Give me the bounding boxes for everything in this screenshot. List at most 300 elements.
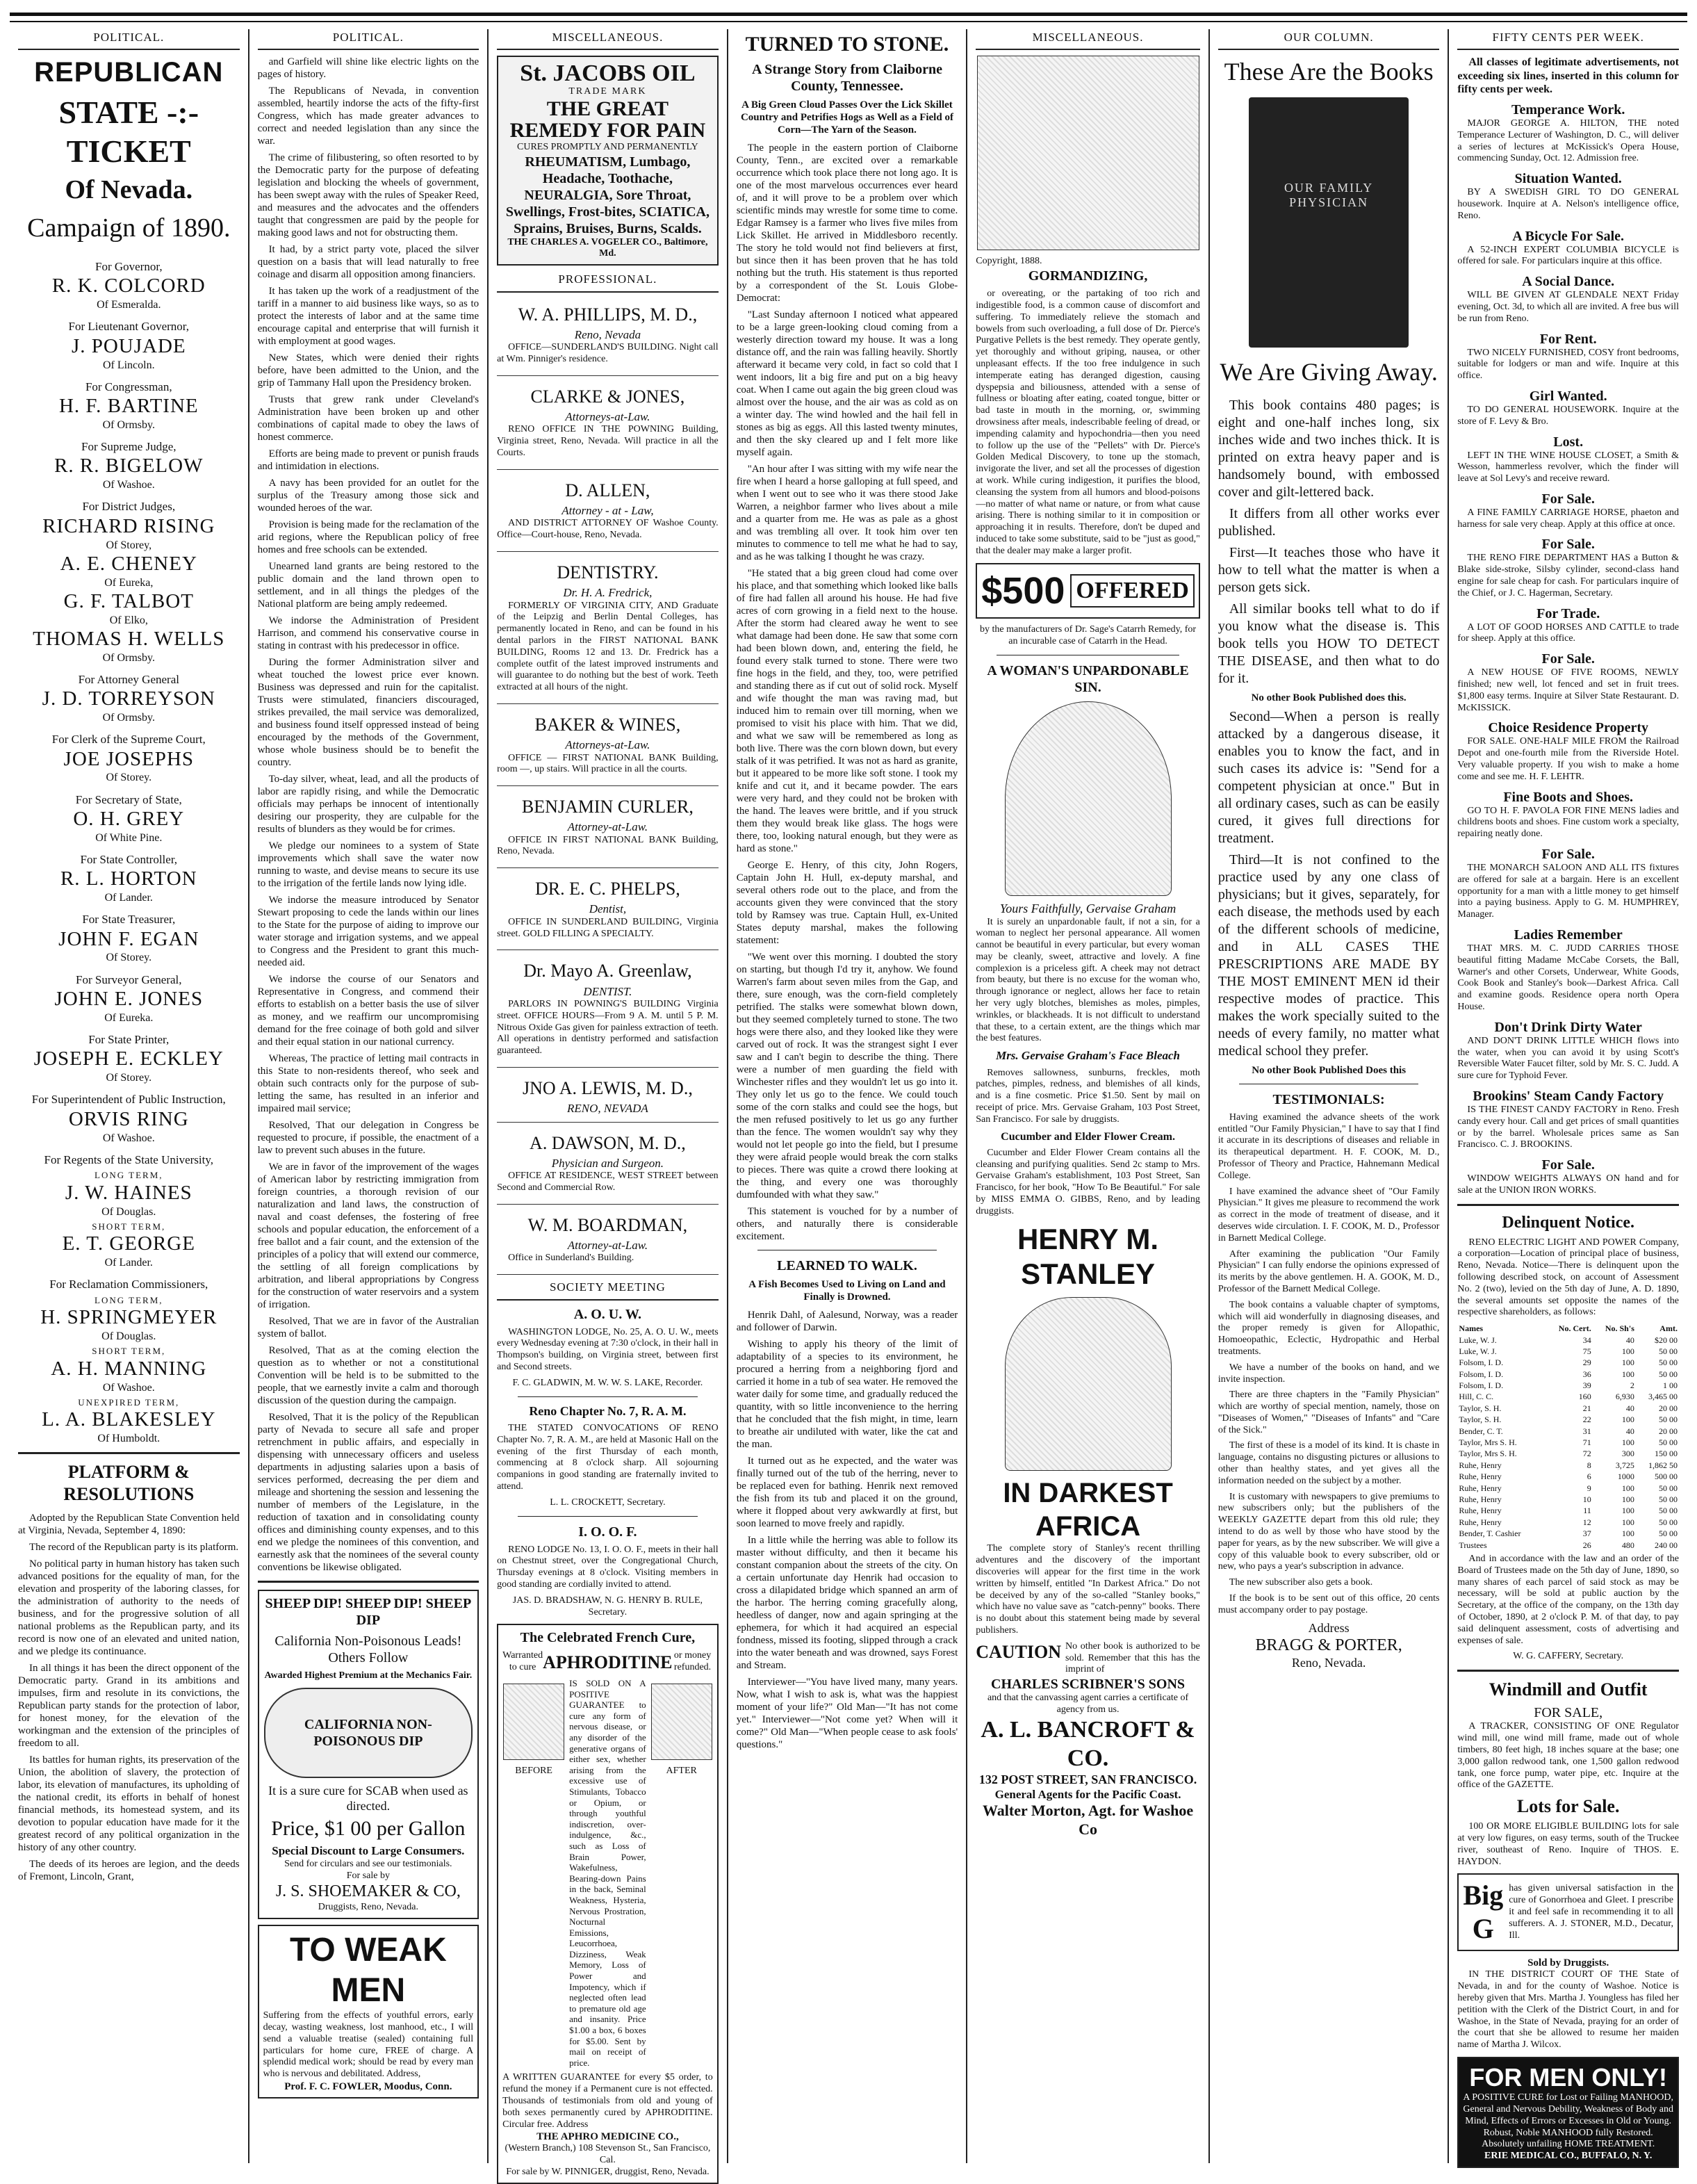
iof-text: RENO LODGE No. 13, I. O. O. F., meets in their hall on Chestnut street, over the Congregational Church, Thursday evenings at 8 o'clock. Visiting members in good standing are cordially invited to attend. bbox=[497, 1544, 719, 1590]
ticket-heading: STATE -:- TICKET bbox=[58, 95, 199, 169]
reclamation-list bbox=[18, 1295, 240, 1446]
gormandizing-text: or overeating, or the partaking of too rich and indigestible food, is a common cause of discomfort and suffering. To immediately relieve the stomach and bowels from such overloading, a full dose of Dr. Pierce's Purgative Pellets is the best remedy. They operate gently, yet thoroughly and without griping, nausea, or other unpleasant effects. If the too free indulgence in such intemperate eating has deranged digestion, causing dyspepsia and biliousness, attended with a sense of fullness or bloating after eating, coated tongue, bitter or bad taste in mouth in the morning, or, swimming drowsiness after meals, indescribable feeling of dread, or impending calamity and hypochondria—then you need to follow up the use of the "Pellets" with Dr. Pierce's Golden Medical Discovery, to tone up the stomach, invigorate the liver, and set all the processes of digestion at work. While curing indigestion, it purifies the blood, cleansing the system from all humors and blood-poisons—no matter of what name or nature, or from what cause arising. There is nothing similar to it in composition or approaching it in results. Therefore, don't be duped and induced to take some substitute, said to be "just as good," that the dealer may make a larger profit. bbox=[976, 288, 1200, 556]
candidate-county: Of Elko, bbox=[109, 614, 148, 626]
classified-heading: Temperance Work. bbox=[1511, 101, 1625, 117]
candidate-name: A. E. CHENEY bbox=[60, 552, 197, 575]
candidate-name: J. D. TORREYSON bbox=[42, 687, 215, 710]
card-name: JNO A. LEWIS, M. D., bbox=[522, 1078, 693, 1098]
candidate-office: For Attorney General bbox=[78, 672, 179, 686]
classified-text: TO DO GENERAL HOUSEWORK. Inquire at the store of F. Levy & Bro. bbox=[1457, 404, 1679, 427]
table-cell: Folsom, I. D. bbox=[1459, 1369, 1504, 1379]
society-heading: SOCIETY MEETING bbox=[497, 1279, 719, 1300]
candidate-name: JOHN E. JONES bbox=[54, 988, 204, 1011]
story-body bbox=[737, 142, 958, 1243]
table-cell: 10 bbox=[1582, 1494, 1591, 1504]
table-cell: Folsom, I. D. bbox=[1459, 1380, 1504, 1391]
classified-heading: For Rent. bbox=[1539, 331, 1597, 347]
professional-card bbox=[497, 954, 719, 1068]
paragraph: We indorse the measure introduced by Senator Stewart proposing to cede the lands within our lines to the State for the purpose of aiding to improve our water storage and irrigation systems, and we appeal to Congress and the President to grant this much-needed aid. bbox=[257, 895, 479, 969]
classified-heading: A Bicycle For Sale. bbox=[1512, 228, 1625, 244]
ticket-state: Of Nevada. bbox=[65, 174, 193, 204]
candidate-county: Of Humboldt. bbox=[97, 1433, 161, 1445]
card-title: Dr. H. A. Fredrick, bbox=[563, 586, 653, 600]
card-name: A. DAWSON, M. D., bbox=[530, 1132, 686, 1153]
candidate-county: Of Eureka, bbox=[104, 576, 154, 589]
candidate-county: Of Ormsby. bbox=[102, 651, 155, 664]
paragraph: Efforts are being made to prevent or punish frauds and intimidation in elections. bbox=[257, 448, 479, 473]
professional-card bbox=[497, 708, 719, 786]
classified-text: A FINE FAMILY CARRIAGE HORSE, phaeton and harness for sale very cheap. Apply at this office at once. bbox=[1457, 507, 1679, 530]
paragraph: It turned out as he expected, and the water was finally turned out of the tub of the herring, never to be replaced even for bathing. Henrik next removed the fish from its tub and placed it on the ground, where it flopped about very awkwardly at first, but soon learned to move freely and rapidly. bbox=[736, 1456, 958, 1529]
table-cell: Bender, C. T. bbox=[1459, 1426, 1503, 1436]
court-text: IN THE DISTRICT COURT OF THE State of Nevada, in and for the county of Washoe. Notice is hereby given that Mrs. Martha J. Youngless has filed her petition with the Clerk of the District Court, in and for Washoe, in the State of Nevada, praying for an order of the court that she be allowed to resume her maiden name of Martha J. Wilcox. bbox=[1457, 1969, 1679, 2051]
woman-signature: Yours Faithfully, Gervaise Graham bbox=[999, 901, 1177, 915]
no-other-2: No other Book Published Does this bbox=[1252, 1064, 1407, 1076]
card-text: Office in Sunderland's Building. bbox=[508, 1253, 634, 1264]
table-cell: Ruhe, Henry bbox=[1459, 1506, 1502, 1516]
professional-card bbox=[497, 298, 719, 376]
address-label: Address bbox=[1308, 1620, 1350, 1635]
delinquent-text-2: And in accordance with the law and an order of the Board of Trustees made on the 5th day of June, 1890, so many shares of each parcel of said stock as may be necessary, will be sold at public auction by the Secretary, at the office of the company, on the 13th day of October, 1890, at 2 o'clock P. M. of that day, to pay said delinquent assessment, costs of advertising and expenses of sale. bbox=[1457, 1553, 1679, 1646]
offer-word: OFFERED bbox=[1070, 574, 1194, 608]
paragraph: George E. Henry, of this city, John Rogers, Captain John H. Hull, ex-deputy marshal, and several others rode out to the place, and from the accounts given they were convinced that the story told by Ramsey was true. Captain Hull, ex-United States deputy marshal, makes the following statement: bbox=[736, 860, 958, 946]
candidate-name: G. F. TALBOT bbox=[63, 589, 194, 612]
table-row bbox=[1457, 1471, 1679, 1482]
column-heading: MISCELLANEOUS. bbox=[497, 29, 719, 50]
table-cell: 2 bbox=[1630, 1380, 1634, 1391]
aphroditine-refunded: or money refunded. bbox=[673, 1650, 712, 1673]
reclamation-office: For Reclamation Commissioners, bbox=[49, 1278, 208, 1291]
card-name: DENTISTRY. bbox=[557, 562, 659, 582]
professional-cards bbox=[497, 298, 719, 1275]
paragraph: Third—It is not confined to the practice used by any one class of physicians; but it gives, separately, for each disease, the methods used by each of the different schools of medicine, and in ALL CASES THE PRESCRIPTIONS ARE MADE BY THE MOST EMINENT MEN id their respective modes of practice. This makes the work specially suited to the needs of every family, no matter what medical school they prefer. bbox=[1218, 851, 1440, 1059]
cucumber-text: Cucumber and Elder Flower Cream contains all the cleansing and purifying qualities. Send 2c stamp to Mrs. Gervaise Graham's establishment, 103 Post Street, San Francisco, for her book, "How To Be Beautiful." For sale by MISS EMMA O. GIBBS, Reno, and by leading druggists. bbox=[976, 1147, 1200, 1216]
candidate-county: Of Storey. bbox=[106, 952, 152, 964]
table-cell: 150 00 bbox=[1654, 1449, 1678, 1459]
card-text: OFFICE AT RESIDENCE, WEST STREET between Second and Commercial Row. bbox=[497, 1171, 719, 1193]
delinquent-table bbox=[1457, 1323, 1679, 1551]
paragraph: During the former Administration silver and wheat touched the lowest price ever known. Business was depressed and ruin for the capitalist. Trusts were stimulated, financiers discouraged, strikes prevailed, the mail service was demoralized, and business found itself oppressed instead of being encouraged by the methods of the Government, whose whole business should be to benefit the country. bbox=[257, 657, 479, 769]
paragraph: Provision is being made for the reclamation of the arid regions, where the Republican policy of free homes and free schools can be extended. bbox=[257, 519, 479, 556]
classified-heading: Ladies Remember bbox=[1514, 927, 1623, 943]
aphroditine-text: IS SOLD ON A POSITIVE GUARANTEE to cure any form of nervous disease, or any disorder of the generative organs of either sex, whether arising from the excessive use of Stimulants, Tobacco or Opium, or through youthful indiscretion, over-indulgence, &c., such as Loss of Brain Power, Wakefulness, Bearing-down Pains in the back, Seminal Weakness, Hysteria, Nervous Prostration, Nocturnal Emissions, Leucorrhoea, Dizziness, Weak Memory, Loss of Power and Impotency, which if neglected often lead to premature old age and insanity. Price $1.00 a box, 6 boxes for $5.00. Sent by mail on receipt of price. bbox=[569, 1678, 646, 2068]
candidate-office: For State Controller, bbox=[80, 852, 178, 866]
candidate-office: For Congressman, bbox=[85, 380, 172, 393]
catarrh-offer-ad bbox=[976, 563, 1200, 619]
card-title: Attorney - at - Law, bbox=[561, 503, 654, 517]
sheep-dip-price: Price, $1 00 per Gallon bbox=[271, 1817, 466, 1841]
sheep-dip-cure: It is a sure cure for SCAB when used as directed. bbox=[268, 1784, 468, 1813]
candidate-office: For Lieutenant Governor, bbox=[68, 320, 190, 334]
candidate-county: Of Esmeralda. bbox=[97, 299, 161, 311]
table-cell: 100 bbox=[1621, 1506, 1634, 1516]
candidate-name: J. W. HAINES bbox=[65, 1181, 192, 1204]
candidate-term: UNEXPIRED TERM, bbox=[78, 1396, 180, 1408]
ram-text: THE STATED CONVOCATIONS OF RENO Chapter No. 7, R. A. M., are held at Masonic Hall on the evening of the first Thursday of each month, commencing at 8 o'clock sharp. All sojourning companions in good standing are fraternally invited to attend. bbox=[497, 1423, 719, 1492]
regents-office: For Regents of the State University, bbox=[44, 1152, 214, 1166]
table-cell: Taylor, S. H. bbox=[1459, 1415, 1502, 1425]
table-cell: 1,862 50 bbox=[1648, 1460, 1678, 1470]
bancroft-name: A. L. BANCROFT & CO. bbox=[981, 1716, 1195, 1771]
paragraph: No political party in human history has taken such advanced positions for the equality of man, for the elevation and prosperity of the laboring classes, for the administration of authority to the needs of business, and for the progressive solution of all national problems as the Republican party, and its record is now one of an elevated and united nation, and we pledge its continuance. bbox=[18, 1558, 240, 1657]
candidate-county: Of Lander. bbox=[104, 1257, 153, 1269]
paragraph: To-day silver, wheat, lead, and all the products of labor are rapidly rising, and while the Democratic officials may perhaps be innocent of intentionally desiring our prosperity, they are culpable for the results of blunders as they would be for crimes. bbox=[257, 774, 479, 836]
candidate-county: Of Lincoln. bbox=[102, 359, 155, 371]
walk-deck: A Fish Becomes Used to Living on Land and Finally is Drowned. bbox=[748, 1279, 946, 1303]
card-name: BAKER & WINES, bbox=[534, 714, 681, 735]
before-portrait-icon bbox=[503, 1684, 564, 1760]
column-heading: POLITICAL. bbox=[18, 29, 240, 50]
classified-heading: Lost. bbox=[1553, 434, 1584, 450]
delinquent-signature: W. G. CAFFERY, Secretary. bbox=[1513, 1651, 1624, 1662]
table-cell: 37 bbox=[1582, 1529, 1591, 1539]
paragraph: The people in the eastern portion of Claiborne County, Tenn., are excited over a remarkable occurrence which took place there not long ago. It is one of the most marvelous occurrences ever heard of, and it will prove to be a problem over which scientific minds may wrestle for some time to come. Edgar Ramsey is a farmer who lives five miles from Lick Skillet. He arrived in Middlesboro recently. The story he told would not find believers at first, but since then it has been proven that he has told nothing but the truth. His statement is thus reported by a correspondent of the St. Louis Globe-Democrat: bbox=[736, 142, 958, 304]
candidate-office: For Supreme Judge, bbox=[81, 440, 177, 454]
professional-card bbox=[497, 1072, 719, 1123]
paragraph: The book contains a valuable chapter of symptoms, which will aid wonderfully in diagnosing diseases, and the proper remedy is given for Allopathic, Homoeopathic, Eclectic, Hydropathic and Herbal treatments. bbox=[1218, 1299, 1440, 1357]
paragraph: The new subscriber also gets a book. bbox=[1229, 1577, 1373, 1588]
divider bbox=[258, 1581, 479, 1583]
portrait-icon bbox=[1005, 701, 1172, 896]
table-cell: Ruhe, Henry bbox=[1459, 1472, 1502, 1482]
candidate-county: Of Washoe. bbox=[102, 1381, 155, 1394]
table-cell: 160 bbox=[1578, 1392, 1591, 1402]
paragraph: "An hour after I was sitting with my wife near the fire when I heard a horse galloping at full speed, and when I went out to see who it was there stood Jake Warren, a neighbor farmer who lives about a mile and a quarter from me. He was as pale as a ghost and was trembling all over. It took him over ten minutes to commence to tell me what he had to say, and as he was talking I thought he was crazy. bbox=[736, 464, 958, 562]
masthead-rule bbox=[10, 13, 1687, 22]
campaign-title: Campaign of 1890. bbox=[27, 213, 231, 243]
iof-title: I. O. O. F. bbox=[578, 1524, 637, 1540]
column-political-1 bbox=[10, 29, 248, 2163]
copyright: Copyright, 1888. bbox=[976, 256, 1042, 267]
column-misc-2 bbox=[966, 29, 1208, 2163]
paragraph: Wishing to apply his theory of the limit of adaptability of a species to its environment, he procured a herring from a neighboring fjord and carried it home in a tub of sea water. He removed the water daily for some time, and gradually reduced the quantity, with so little inconvenience to the herring that he concluded that the fish might, in time, learn to breathe air undiluted with water, like the cat and the man. bbox=[736, 1339, 958, 1450]
table-cell: 40 bbox=[1625, 1426, 1634, 1436]
table-cell: 100 bbox=[1621, 1358, 1634, 1368]
table-cell: 50 00 bbox=[1658, 1346, 1678, 1356]
table-cell: 29 bbox=[1582, 1358, 1591, 1368]
candidate-county: Of Ormsby. bbox=[102, 711, 155, 724]
classified-heading: For Sale. bbox=[1541, 1157, 1595, 1173]
card-title: Dentist, bbox=[589, 902, 627, 916]
woman-title: A WOMAN'S UNPARDONABLE SIN. bbox=[987, 662, 1189, 695]
party-name: REPUBLICAN bbox=[34, 57, 224, 88]
table-cell: $20 00 bbox=[1654, 1335, 1678, 1345]
paragraph: It has taken up the work of a readjustment of the tariff in a manner to aid business like ways, so as to protect the interests of labor and at the same time encourage capital and enterprise that will furnish it with employment at good wages. bbox=[257, 286, 479, 348]
aphroditine-ad bbox=[497, 1624, 719, 2183]
sheep-dip-discount: Special Discount to Large Consumers. bbox=[272, 1844, 465, 1858]
story-headline: TURNED TO STONE. bbox=[745, 33, 949, 56]
table-row bbox=[1457, 1369, 1679, 1380]
candidate-term: SHORT TERM, bbox=[92, 1221, 166, 1232]
classified-heading: For Sale. bbox=[1541, 537, 1595, 553]
card-text: FORMERLY OF VIRGINIA CITY, AND Graduate of the Leipzig and Berlin Dental Colleges, has permanently located in Reno, and can be found in his dental parlors in the FIRST NATIONAL BANK BUILDING, Rooms 12 and 13. Dr. Fredrick has a complete outfit of the latest improved instruments and will guarantee to do nothing but the best of work. Teeth extracted at all hours of the night. bbox=[497, 600, 719, 693]
classified-text: WINDOW WEIGHTS ALWAYS ON hand and for sale at the UNION IRON WORKS. bbox=[1457, 1173, 1679, 1196]
table-cell: 50 00 bbox=[1658, 1506, 1678, 1516]
classified-text: AND DON'T DRINK LITTLE WHICH flows into the water, when you can avoid it by using Scott's Reversible Water Faucet filter, sold by Mr. S. C. Judd. A sure cure for Typhoid Fever. bbox=[1457, 1035, 1679, 1082]
sheep-dip-place: Druggists, Reno, Nevada. bbox=[318, 1902, 418, 1913]
jacobs-oil-trademark: TRADE MARK bbox=[568, 86, 647, 97]
morton-agent: Walter Morton, Agt. for Washoe Co bbox=[983, 1802, 1194, 1838]
testimonials-title: TESTIMONIALS: bbox=[1272, 1091, 1385, 1107]
platform-intro: Adopted by the Republican State Convention held at Virginia, Nevada, September 4, 1890: bbox=[18, 1512, 240, 1536]
paragraph: Resolved, That as at the coming election the question as to whether or not a constitutional Convention will be held is to be submitted to the people, that we earnestly invite a calm and thorough discussion of the question during the campaign. bbox=[257, 1345, 479, 1407]
table-cell: Folsom, I. D. bbox=[1459, 1358, 1504, 1368]
card-title: Reno, Nevada bbox=[574, 327, 641, 341]
table-cell: Ruhe, Henry bbox=[1459, 1460, 1502, 1470]
resolutions-body bbox=[258, 56, 479, 1574]
card-name: W. M. BOARDMAN, bbox=[527, 1214, 688, 1235]
table-cell: 240 00 bbox=[1654, 1540, 1678, 1550]
divider bbox=[518, 1516, 698, 1517]
aphroditine-name: APHRODITINE bbox=[543, 1652, 673, 1672]
offer-amount: $500 bbox=[981, 569, 1065, 612]
table-row bbox=[1457, 1403, 1679, 1414]
professional-card bbox=[497, 872, 719, 950]
delinquent-title: Delinquent Notice. bbox=[1502, 1213, 1635, 1232]
candidate-name: L. A. BLAKESLEY bbox=[42, 1408, 216, 1431]
candidate-office: For State Printer, bbox=[88, 1033, 170, 1047]
table-cell: 50 00 bbox=[1658, 1517, 1678, 1527]
paragraph: The deeds of its heroes are legion, and the deeds of Fremont, Lincoln, Grant, bbox=[18, 1858, 240, 1882]
table-cell: 3,465 00 bbox=[1648, 1392, 1678, 1402]
card-text: OFFICE IN FIRST NATIONAL BANK Building, Reno, Nevada. bbox=[497, 834, 719, 857]
candidate-county: Of Washoe. bbox=[102, 1132, 155, 1144]
books-title: These Are the Books bbox=[1224, 58, 1434, 86]
table-cell: 26 bbox=[1582, 1540, 1591, 1550]
table-header-cell: No. Sh's bbox=[1605, 1323, 1634, 1334]
table-row bbox=[1457, 1357, 1679, 1368]
table-cell: 11 bbox=[1583, 1506, 1591, 1516]
candidate-name: E. T. GEORGE bbox=[62, 1232, 195, 1255]
candidate-name: H. F. BARTINE bbox=[58, 395, 199, 418]
column-heading: OUR COLUMN. bbox=[1218, 29, 1440, 50]
table-cell: 31 bbox=[1582, 1426, 1591, 1436]
jacobs-oil-cures: CURES PROMPTLY AND PERMANENTLY bbox=[517, 141, 698, 152]
paragraph: "Last Sunday afternoon I noticed what appeared to be a large green-looking cloud coming from a westerly direction toward my house. It was a long distance off, and the rain was falling heavily. Shortly afterward it became very cold, in fact so cold that I went indoors, lit a big fire and put on a big heavy coat. When I came out again the big green cloud was almost over the house, and the air was as cold as on a winter day. The wind howled and the hail fell in stones as big as eggs. All this lasted twenty minutes, and then the sky cleared up and I felt more like myself again. bbox=[736, 309, 958, 458]
classified-text: A LOT OF GOOD HORSES AND CATTLE to trade for sheep. Apply at this office. bbox=[1457, 621, 1679, 644]
candidate-name: J. POUJADE bbox=[71, 334, 186, 357]
classified-text: THE MONARCH SALOON AND ALL ITS fixtures are offered for sale at a bargain. Here is an excellent opportunity for a man with a little money to get himself into a paying business. Apply to G. M. HUMPHREY, Manager. bbox=[1457, 863, 1679, 920]
paragraph: The Republicans of Nevada, in convention assembled, heartily indorse the acts of the fifty-first Congress, which has made greater advances to correct and needed legislation than any since the war. bbox=[257, 85, 479, 147]
column-stories bbox=[727, 29, 967, 2163]
card-name: BENJAMIN CURLER, bbox=[521, 797, 694, 817]
table-cell: 20 00 bbox=[1658, 1403, 1678, 1413]
table-row bbox=[1457, 1517, 1679, 1528]
bragg-city: Reno, Nevada. bbox=[1291, 1656, 1366, 1670]
card-title: DENTIST. bbox=[583, 984, 632, 998]
paragraph: First—It teaches those who have it how to tell what the matter is when a person gets sick. bbox=[1218, 544, 1440, 595]
table-cell: 50 00 bbox=[1658, 1529, 1678, 1539]
stanley-portrait-icon bbox=[1005, 1297, 1172, 1471]
paragraph: Henrik Dahl, of Aalesund, Norway, was a reader and follower of Darwin. bbox=[736, 1310, 958, 1333]
table-cell: 50 00 bbox=[1658, 1494, 1678, 1504]
classified-heading: For Sale. bbox=[1541, 651, 1595, 667]
aouw-signature: F. C. GLADWIN, M. W. W. S. LAKE, Recorder. bbox=[512, 1377, 703, 1388]
paragraph: It is customary with newspapers to give premiums to new subscribers only; but the publishers of the WEEKLY GAZETTE depart from this old rule; they intend to do as well by those who have stood by the paper for years, as by the new subscriber. We will give a copy of this valuable book to every subscriber, old or new, who pays a year's subscription in advance. bbox=[1218, 1491, 1440, 1572]
classified-text: THE RENO FIRE DEPARTMENT HAS a Button & Blake side-stroke, Silsby cylinder, second-class hand engine for sale cheap for cash. For particulars inquire of the Chief, or J. C. Hagerman, Secretary. bbox=[1457, 553, 1679, 598]
paragraph: Resolved, That our delegation in Congress be requested to procure, if possible, the enactment of a law to prevent such abuses in the future. bbox=[257, 1120, 479, 1157]
column-misc-1 bbox=[487, 29, 727, 2177]
columns bbox=[10, 29, 1687, 2177]
classified-text: WILL BE GIVEN AT GLENDALE NEXT Friday evening, Oct. 3d, to which all are invited. A free bus will be run from Reno. bbox=[1457, 290, 1679, 324]
table-cell: 100 bbox=[1621, 1517, 1634, 1527]
table-cell: 50 00 bbox=[1658, 1358, 1678, 1368]
card-name: DR. E. C. PHELPS, bbox=[535, 879, 680, 899]
candidate-county: Of Storey. bbox=[106, 1072, 152, 1084]
table-cell: 100 bbox=[1621, 1494, 1634, 1504]
card-text: PARLORS IN POWNING'S BUILDING Virginia street. OFFICE HOURS—From 9 A. M. until 5 P. M. Nitrous Oxide Gas given for painless extraction of teeth. All operations in dentistry performed and satisfaction guaranteed. bbox=[497, 999, 719, 1057]
table-cell: 36 bbox=[1582, 1369, 1591, 1379]
table-cell: 50 00 bbox=[1658, 1369, 1678, 1379]
paragraph: We have a number of the books on hand, and we invite inspection. bbox=[1218, 1362, 1440, 1385]
paragraph: The first of these is a model of its kind. It is chaste in language, contains no disgusting pictures or allusions to other than healthy states, and yet gives all the information needed on the subject by a mother. bbox=[1218, 1440, 1440, 1486]
aphroditine-sale: For sale by W. PINNIGER, druggist, Reno, Nevada. bbox=[506, 2167, 710, 2177]
lots-text: 100 OR MORE ELIGIBLE BUILDING lots for sale at very low figures, on easy terms, south of the Truckee river, southeast of Reno. Inquire of THOS. E. HAYDON. bbox=[1457, 1821, 1679, 1867]
bancroft-address: 132 POST STREET, SAN FRANCISCO. bbox=[978, 1773, 1197, 1787]
ram-signature: L. L. CROCKETT, Secretary. bbox=[550, 1497, 666, 1508]
paragraph: New States, which were denied their rights before, have been admitted to the Union, and the grip of Tammany Hall upon the Presidency broken. bbox=[257, 352, 479, 389]
face-bleach-title: Mrs. Gervaise Graham's Face Bleach bbox=[996, 1049, 1180, 1063]
paragraph: We are in favor of the improvement of the wages of American labor by restricting immigration from foreign countries, a thorough revision of our naturalization and land laws, the construction of naval and coast defenses, the fostering of free schools and popular education, the enforcement of a free ballot and a fair count, and the extension of the principles of a policy that will extend our commerce, the settling of all foreign complications by arbitration, and liberal appropriations by Congress for the construction of water reservoirs and a system of irrigation. bbox=[257, 1162, 479, 1311]
paragraph: The crime of filibustering, so often resorted to by the Democratic party for the purpose of defeating legislation and blocking the wheels of government, has been swept away with the rules of Speaker Reed, and measures and the advocates and the offenders taught that congressmen are paid by the people for making good laws and not for obstructing them. bbox=[257, 152, 479, 239]
paragraph: "He stated that a big green cloud had come over his place, and that something which looked like balls of fire had fallen all around his house. He had five acres of corn growing in a field next to the house. After the storm had cleared away he went to see what damage had been done. He saw that some corn had been blown down, and, entering the field, he found every stalk turned to stone. There were two fine hogs in the field, and they, too, were petrified and standing there as if cut out of solid rock. Myself and wife thought the man was raving mad, but induced him to remain over till morning, when we promised to visit his place with him. That we did, and what we saw will be remembered as long as both live. There was the corn blown down, but every stalk of it was petrified. It was not as hard as granite, but it appeared to be more like soft stone. I took my knife and cut it, and it became powder. The ears were very hard, and they could not be broken with the hand. The leaves were brittle, and if you struck them they would break like glass. The hogs were there, too, looking natural enough, but they were as hard as stone." bbox=[736, 568, 958, 854]
card-text: AND DISTRICT ATTORNEY OF Washoe County. Office—Court-house, Reno, Nevada. bbox=[497, 518, 719, 541]
jacobs-oil-name: St. JACOBS OIL bbox=[520, 60, 696, 87]
card-title: RENO, NEVADA bbox=[567, 1102, 648, 1116]
candidate-name: JOSEPH E. ECKLEY bbox=[33, 1048, 224, 1070]
no-other-1: No other Book Published does this. bbox=[1251, 692, 1407, 703]
before-label: BEFORE bbox=[515, 1766, 552, 1777]
caution-text: No other book is authorized to be sold. Remember that this has the imprint of bbox=[1065, 1640, 1200, 1675]
candidate-office: For Governor, bbox=[95, 259, 163, 273]
divider bbox=[18, 1452, 240, 1454]
delinquent-text: RENO ELECTRIC LIGHT AND POWER Company, a corporation—Location of principal place of business, Reno, Nevada. Notice—There is delinquent upon the following described stock, on account of Assessment No. 2 (two), levied on the 5th day of June, A. D. 1890, the several amounts set opposite the names of the respective shareholders, as follows: bbox=[1457, 1237, 1679, 1318]
candidate-term: LONG TERM, bbox=[95, 1294, 163, 1305]
card-title: Attorney-at-Law. bbox=[567, 1238, 648, 1252]
sheep-dip-firm: J. S. SHOEMAKER & CO, bbox=[275, 1882, 461, 1901]
candidate-name: O. H. GREY bbox=[73, 807, 185, 830]
table-cell: 6,930 bbox=[1615, 1392, 1634, 1402]
professional-card bbox=[497, 474, 719, 552]
table-cell: 40 bbox=[1625, 1403, 1634, 1413]
book-description-2 bbox=[1218, 708, 1440, 1060]
table-row bbox=[1457, 1540, 1679, 1551]
table-cell: 50 00 bbox=[1658, 1437, 1678, 1448]
table-cell: 40 bbox=[1625, 1335, 1634, 1345]
classified-text: LEFT IN THE WINE HOUSE CLOSET, a Smith & Wesson, hammerless revolver, which the finder will leave at Sol Levy's and receive reward. bbox=[1457, 450, 1679, 484]
testimonials-list bbox=[1218, 1112, 1440, 1617]
table-cell: Bender, T. Cashier bbox=[1459, 1529, 1521, 1539]
column-heading: MISCELLANEOUS. bbox=[976, 29, 1200, 50]
men-only-firm: ERIE MEDICAL CO., BUFFALO, N. Y. bbox=[1484, 2151, 1653, 2162]
scribner-name: CHARLES SCRIBNER'S SONS bbox=[991, 1677, 1186, 1693]
paragraph: All similar books tell what to do if you know what the disease is. This book tells you HOW TO DETECT THE DISEASE, and then what to do for it. bbox=[1218, 601, 1440, 686]
gormandizing-title: GORMANDIZING, bbox=[1028, 268, 1148, 284]
face-bleach-text: Removes sallowness, sunburns, freckles, moth patches, pimples, redness, and blemishes of all kinds, and is a fine cosmetic. Price $1.50. Sent by mail on receipt of price. Mrs. Gervaise Graham, 103 Post Street, San Francisco. For sale by druggists. bbox=[976, 1067, 1200, 1125]
classified-text: MAJOR GEORGE A. HILTON, THE noted Temperance Lecturer of Washington, D. C., will deliver a series of lectures at McKissick's Opera House, commencing Sunday, Oct. 12. Admission free. bbox=[1457, 117, 1679, 164]
table-cell: 480 bbox=[1621, 1540, 1634, 1550]
after-portrait-icon bbox=[651, 1684, 712, 1760]
table-cell: Trustees bbox=[1459, 1540, 1487, 1550]
classified-heading: Girl Wanted. bbox=[1529, 388, 1607, 404]
card-name: Dr. Mayo A. Greenlaw, bbox=[523, 961, 692, 981]
column-classifieds bbox=[1448, 29, 1687, 2163]
story-subhead: A Strange Story from Claiborne County, Tennessee. bbox=[751, 62, 942, 94]
table-cell: Ruhe, Henry bbox=[1459, 1494, 1502, 1504]
table-row bbox=[1457, 1528, 1679, 1539]
table-cell: 34 bbox=[1582, 1335, 1591, 1345]
darkest-africa-title: IN DARKEST AFRICA bbox=[1003, 1478, 1173, 1542]
paragraph: Trusts that grew rank under Cleveland's Administration have been broken up and other combinations of capital made to obey the laws of honest commerce. bbox=[257, 394, 479, 443]
classified-heading: Choice Residence Property bbox=[1488, 720, 1649, 736]
candidate-county: Of Eureka. bbox=[104, 1011, 154, 1024]
table-row bbox=[1457, 1335, 1679, 1346]
column-our-column bbox=[1208, 29, 1448, 2163]
table-cell: 20 00 bbox=[1658, 1426, 1678, 1436]
paragraph: The record of the Republican party is its platform. bbox=[29, 1541, 239, 1553]
table-cell: 100 bbox=[1621, 1529, 1634, 1539]
candidate-county: Of Ormsby. bbox=[102, 418, 155, 431]
classified-text: TWO NICELY FURNISHED, COSY front bedrooms, suitable for lodgers or man and wife. Inquire at this office. bbox=[1457, 347, 1679, 382]
professional-card bbox=[497, 790, 719, 868]
jacobs-oil-ailments: RHEUMATISM, Lumbago, Headache, Toothache, NEURALGIA, Sore Throat, Swellings, Frost-bites, SCIATICA, Sprains, Bruises, Burns, Scalds. bbox=[505, 154, 710, 236]
card-title: Attorneys-at-Law. bbox=[565, 410, 650, 424]
card-text: RENO OFFICE IN THE POWNING Building, Virginia street, Reno, Nevada. Will practice in all the Courts. bbox=[497, 424, 719, 458]
paragraph: If the book is to be sent out of this office, 20 cents must accompany order to pay postage. bbox=[1218, 1593, 1440, 1615]
table-cell: 1000 bbox=[1617, 1472, 1634, 1482]
ram-title: Reno Chapter No. 7, R. A. M. bbox=[529, 1403, 687, 1418]
paragraph: "We went over this morning. I doubted the story on starting, but though I'd try it, anyhow. We found Warren's farm about seven miles from the Gap, and there, sure enough, was the corn-field completely petrified. The stalks were somewhat blown down, but they seemed completely turned to stone. The two hogs were there also, and they looked like they were carved out of rock. It was the strangest sight I ever saw and I can't begin to describe the thing. There were a number of men guarding the field with Winchester rifles and they wouldn't let us go into it. They only let us go to the fence. We could touch some of the corn stalks and could see the hogs, but the men refused positively to let us go any further than the fence. The women wouldn't say why they would not let people go into the field, but I presume they were afraid people would break the corn stalks to pieces. There was quite a crowd there looking at the thing, and every one was thoroughly dumfounded with what they saw." bbox=[736, 952, 958, 1200]
paragraph: Unearned land grants are being restored to the public domain and the land thrown open to settlement, and in all things the pledges of the National platform are being amply redeemed. bbox=[257, 561, 479, 610]
sheep-icon bbox=[264, 1688, 473, 1778]
candidate-office: For Superintendent of Public Instruction, bbox=[31, 1093, 226, 1107]
book-description bbox=[1218, 397, 1440, 687]
platform-body bbox=[18, 1541, 240, 1883]
table-cell: 500 00 bbox=[1654, 1472, 1678, 1482]
table-cell: Ruhe, Henry bbox=[1459, 1517, 1502, 1527]
table-cell: Ruhe, Henry bbox=[1459, 1483, 1502, 1493]
table-cell: 100 bbox=[1621, 1415, 1634, 1425]
platform-title: PLATFORM & RESOLUTIONS bbox=[63, 1462, 195, 1504]
lots-title: Lots for Sale. bbox=[1516, 1796, 1620, 1817]
story-deck: A Big Green Cloud Passes Over the Lick Skillet Country and Petrifies Hogs as Well as a Field of Corn—The Yarn of the Season. bbox=[740, 99, 953, 136]
paragraph: It had, by a strict party vote, placed the silver question on a basis that will lead naturally to free coinage and disarm all opposition among financiers. bbox=[257, 244, 479, 281]
classified-text: BY A SWEDISH GIRL TO DO GENERAL housework. Inquire at A. Nelson's intelligence office, Reno. bbox=[1457, 187, 1679, 221]
classified-list bbox=[1457, 101, 1679, 1197]
aphroditine-heading: The Celebrated French Cure, bbox=[520, 1630, 696, 1646]
windmill-sub: FOR SALE, bbox=[1534, 1705, 1603, 1721]
table-cell: 100 bbox=[1621, 1437, 1634, 1448]
big-g-ad bbox=[1457, 1873, 1679, 1951]
candidate-county: Of Douglas. bbox=[101, 1205, 156, 1218]
candidate-county: Of Lander. bbox=[104, 892, 153, 904]
sheep-dip-subtitle: California Non-Poisonous Leads! Others Follow bbox=[274, 1633, 462, 1666]
weak-men-text: Suffering from the effects of youthful errors, early decay, wasting weakness, lost manhood, etc., I will send a valuable treatise (sealed) containing full particulars for home cure, FREE of charge. A splendid medical work; should be read by every man who is nervous and debilitated. Address, bbox=[263, 2010, 474, 2080]
walk-body bbox=[737, 1309, 958, 1751]
candidate-list bbox=[18, 260, 240, 1145]
bragg-porter: BRAGG & PORTER, bbox=[1255, 1636, 1402, 1655]
scribner-text: and that the canvassing agent carries a certificate of agency from us. bbox=[987, 1693, 1189, 1715]
big-g-logo: Big G bbox=[1463, 1880, 1504, 1945]
paragraph: This book contains 480 pages; is eight and one-half inches long, six inches wide and two inches thick. It is printed on extra heavy paper and is handsomely bound, with embossed cover and gilt-lettered back. bbox=[1218, 397, 1440, 500]
candidate-county: Of Storey. bbox=[106, 772, 152, 784]
stanley-text: The complete story of Stanley's recent thrilling adventures and the discovery of the important discoveries will appear for the first time in the work written by himself, entitled "In Darkest Africa." Do not be deceived by any of the so-called "Stanley books," which have no value save as "catch-penny" books. There is no doubt about this statement being made by several publishers. bbox=[976, 1543, 1200, 1636]
professional-card bbox=[497, 380, 719, 470]
candidate-county: Of Storey, bbox=[106, 539, 152, 551]
candidate-name: R. L. HORTON bbox=[60, 867, 197, 890]
candidate-name: JOHN F. EGAN bbox=[58, 927, 199, 950]
table-row bbox=[1457, 1414, 1679, 1425]
